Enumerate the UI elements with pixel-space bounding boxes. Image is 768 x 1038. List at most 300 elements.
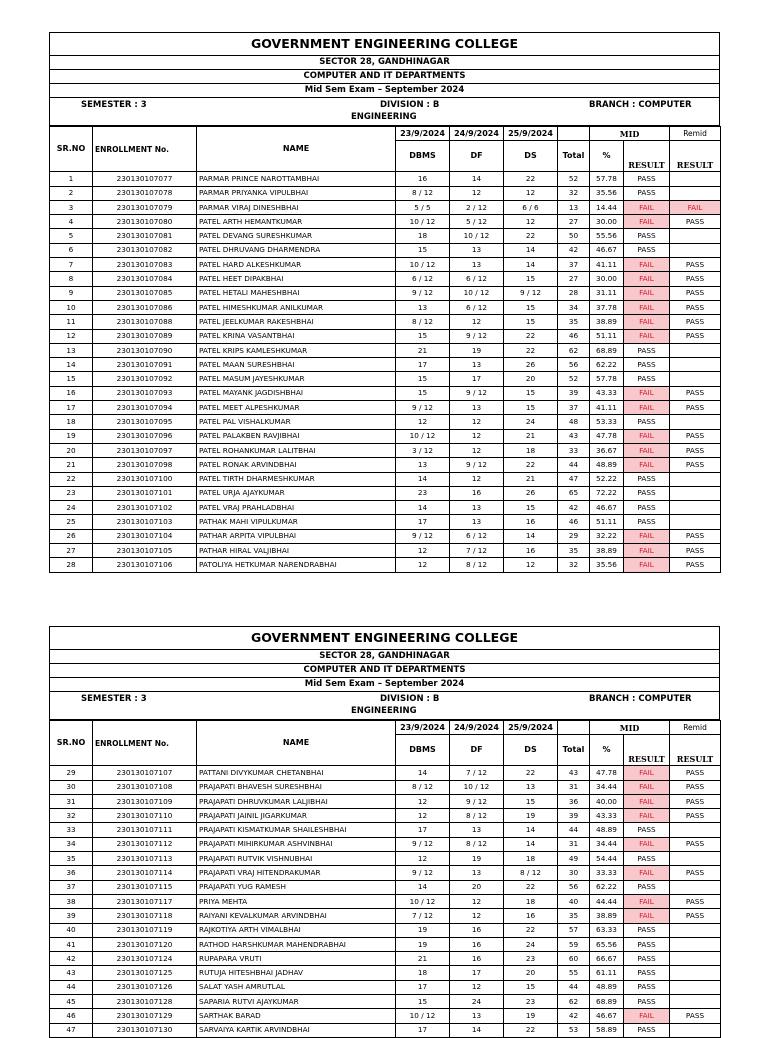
name-header: NAME <box>197 127 396 172</box>
sr-no-cell: 26 <box>50 529 93 543</box>
student-name-cell: PATEL DEVANG SURESHKUMAR <box>197 229 396 243</box>
enrollment-cell: 230130107104 <box>93 529 197 543</box>
enrollment-cell: 230130107101 <box>93 486 197 500</box>
table-row <box>50 472 721 486</box>
student-name-cell: PATEL TIRTH DHARMESHKUMAR <box>197 472 396 486</box>
student-name-cell: PATEL HIMESHKUMAR ANILKUMAR <box>197 300 396 314</box>
table-row <box>50 443 721 457</box>
ds-mark-cell: 19 <box>504 809 558 823</box>
total-cell: 42 <box>558 1009 590 1023</box>
sr-no-cell: 43 <box>50 966 93 980</box>
enrollment-cell: 230130107107 <box>93 766 197 780</box>
df-header: DF <box>450 141 504 172</box>
percent-header: % <box>590 141 624 172</box>
df-mark-cell: 8 / 12 <box>450 837 504 851</box>
enrollment-cell: 230130107130 <box>93 1023 197 1037</box>
ds-mark-cell: 15 <box>504 794 558 808</box>
result-cell: FAIL <box>624 200 670 214</box>
enrollment-cell: 230130107115 <box>93 880 197 894</box>
ds-mark-cell: 18 <box>504 852 558 866</box>
total-cell: 44 <box>558 980 590 994</box>
percent-cell: 48.89 <box>590 823 624 837</box>
remid-result-cell <box>670 980 721 994</box>
results-body <box>50 766 721 1038</box>
total-cell: 32 <box>558 558 590 572</box>
ds-header: DS <box>504 735 558 766</box>
branch-label: BRANCH : COMPUTER <box>589 100 692 110</box>
ds-mark-cell: 22 <box>504 329 558 343</box>
student-name-cell: PATHAR HIRAL VALJIBHAI <box>197 544 396 558</box>
ds-mark-cell: 21 <box>504 472 558 486</box>
result-cell: PASS <box>624 486 670 500</box>
percent-cell: 41.11 <box>590 258 624 272</box>
total-cell: 42 <box>558 243 590 257</box>
dbms-mark-cell: 15 <box>396 386 450 400</box>
student-name-cell: PRAJAPATI JAINIL JIGARKUMAR <box>197 809 396 823</box>
result-header: RESULT <box>624 735 670 766</box>
dbms-mark-cell: 15 <box>396 243 450 257</box>
ds-header: DS <box>504 141 558 172</box>
sr-no-cell: 29 <box>50 766 93 780</box>
remid-result-cell <box>670 372 721 386</box>
dbms-mark-cell: 15 <box>396 372 450 386</box>
dbms-mark-cell: 8 / 12 <box>396 186 450 200</box>
df-mark-cell: 9 / 12 <box>450 794 504 808</box>
remid-result-cell: PASS <box>670 794 721 808</box>
total-cell: 39 <box>558 386 590 400</box>
df-mark-cell: 12 <box>450 980 504 994</box>
result-cell: FAIL <box>624 258 670 272</box>
df-mark-cell: 13 <box>450 258 504 272</box>
total-header: Total <box>558 141 590 172</box>
student-name-cell: PATEL KRIPS KAMLESHKUMAR <box>197 343 396 357</box>
df-mark-cell: 13 <box>450 866 504 880</box>
ds-mark-cell: 16 <box>504 544 558 558</box>
percent-cell: 43.33 <box>590 386 624 400</box>
dbms-mark-cell: 12 <box>396 809 450 823</box>
percent-cell: 55.56 <box>590 229 624 243</box>
engineering-label: ENGINEERING <box>351 706 417 716</box>
sr-no-cell: 42 <box>50 952 93 966</box>
enrollment-cell: 230130107081 <box>93 229 197 243</box>
dbms-mark-cell: 14 <box>396 880 450 894</box>
sr-no-cell: 30 <box>50 780 93 794</box>
percent-cell: 43.33 <box>590 809 624 823</box>
total-cell: 52 <box>558 172 590 186</box>
remid-result-cell <box>670 186 721 200</box>
sr-no-cell: 25 <box>50 515 93 529</box>
ds-mark-cell: 24 <box>504 937 558 951</box>
enrollment-cell: 230130107103 <box>93 515 197 529</box>
result-cell: PASS <box>624 415 670 429</box>
ds-mark-cell: 20 <box>504 372 558 386</box>
df-mark-cell: 14 <box>450 172 504 186</box>
remid-header: Remid <box>670 127 721 141</box>
ds-mark-cell: 18 <box>504 443 558 457</box>
result-cell: PASS <box>624 358 670 372</box>
total-cell: 29 <box>558 529 590 543</box>
dbms-mark-cell: 12 <box>396 544 450 558</box>
enrollment-cell: 230130107129 <box>93 1009 197 1023</box>
percent-cell: 52.22 <box>590 472 624 486</box>
remid-result-cell <box>670 486 721 500</box>
college-location: SECTOR 28, GANDHINAGAR <box>50 650 719 664</box>
ds-mark-cell: 22 <box>504 923 558 937</box>
student-name-cell: PATEL MASUM JAYESHKUMAR <box>197 372 396 386</box>
dbms-mark-cell: 8 / 12 <box>396 780 450 794</box>
total-cell: 34 <box>558 300 590 314</box>
total-cell: 35 <box>558 909 590 923</box>
table-row <box>50 200 721 214</box>
percent-header: % <box>590 735 624 766</box>
table-row <box>50 215 721 229</box>
remid-result-cell: PASS <box>670 837 721 851</box>
percent-cell: 54.44 <box>590 852 624 866</box>
ds-mark-cell: 15 <box>504 980 558 994</box>
srno-header: SR.NO <box>50 721 93 766</box>
enrollment-cell: 230130107090 <box>93 343 197 357</box>
total-cell: 43 <box>558 766 590 780</box>
remid-result-cell: PASS <box>670 386 721 400</box>
ds-mark-cell: 15 <box>504 315 558 329</box>
table-row <box>50 258 721 272</box>
enrollment-cell: 230130107106 <box>93 558 197 572</box>
result-cell: FAIL <box>624 766 670 780</box>
departments-line: COMPUTER AND IT DEPARTMENTS <box>50 70 719 84</box>
table-row <box>50 300 721 314</box>
enrollment-cell: 230130107086 <box>93 300 197 314</box>
enrollment-cell: 230130107117 <box>93 894 197 908</box>
sr-no-cell: 24 <box>50 501 93 515</box>
sr-no-cell: 5 <box>50 229 93 243</box>
result-cell: PASS <box>624 243 670 257</box>
df-mark-cell: 13 <box>450 1009 504 1023</box>
df-mark-cell: 16 <box>450 952 504 966</box>
sheet-header <box>49 32 720 127</box>
sr-no-cell: 41 <box>50 937 93 951</box>
percent-cell: 57.78 <box>590 172 624 186</box>
percent-cell: 34.44 <box>590 780 624 794</box>
enrollment-cell: 230130107112 <box>93 837 197 851</box>
remid-result-cell <box>670 358 721 372</box>
percent-cell: 41.11 <box>590 401 624 415</box>
dbms-mark-cell: 17 <box>396 515 450 529</box>
remid-result-cell <box>670 472 721 486</box>
df-mark-cell: 8 / 12 <box>450 558 504 572</box>
dbms-mark-cell: 17 <box>396 358 450 372</box>
total-cell: 65 <box>558 486 590 500</box>
student-name-cell: PATEL HEET DIPAKBHAI <box>197 272 396 286</box>
df-mark-cell: 7 / 12 <box>450 766 504 780</box>
df-mark-cell: 20 <box>450 880 504 894</box>
table-row <box>50 766 721 780</box>
table-row <box>50 501 721 515</box>
sr-no-cell: 44 <box>50 980 93 994</box>
student-name-cell: PRAJAPATI BHAVESH SURESHBHAI <box>197 780 396 794</box>
percent-cell: 46.67 <box>590 1009 624 1023</box>
result-cell: PASS <box>624 501 670 515</box>
table-row <box>50 529 721 543</box>
df-mark-cell: 7 / 12 <box>450 544 504 558</box>
table-row <box>50 515 721 529</box>
table-row <box>50 995 721 1009</box>
ds-mark-cell: 22 <box>504 172 558 186</box>
percent-cell: 58.89 <box>590 1023 624 1037</box>
total-cell: 44 <box>558 458 590 472</box>
enrollment-cell: 230130107095 <box>93 415 197 429</box>
table-row <box>50 952 721 966</box>
percent-cell: 51.11 <box>590 329 624 343</box>
total-header: Total <box>558 735 590 766</box>
table-row <box>50 486 721 500</box>
enrollment-cell: 230130107100 <box>93 472 197 486</box>
dbms-header: DBMS <box>396 141 450 172</box>
percent-cell: 30.00 <box>590 272 624 286</box>
ds-mark-cell: 9 / 12 <box>504 286 558 300</box>
percent-cell: 48.89 <box>590 980 624 994</box>
sr-no-cell: 23 <box>50 486 93 500</box>
enrollment-cell: 230130107111 <box>93 823 197 837</box>
total-cell: 43 <box>558 429 590 443</box>
result-cell: FAIL <box>624 809 670 823</box>
remid-result-cell <box>670 952 721 966</box>
df-mark-cell: 10 / 12 <box>450 286 504 300</box>
sr-no-cell: 17 <box>50 401 93 415</box>
sr-no-cell: 38 <box>50 894 93 908</box>
dbms-mark-cell: 13 <box>396 300 450 314</box>
sr-no-cell: 35 <box>50 852 93 866</box>
total-cell: 56 <box>558 358 590 372</box>
sr-no-cell: 28 <box>50 558 93 572</box>
student-name-cell: SAPARIA RUTVI AJAYKUMAR <box>197 995 396 1009</box>
ds-mark-cell: 22 <box>504 766 558 780</box>
remid-result-cell: PASS <box>670 401 721 415</box>
student-name-cell: PRAJAPATI RUTVIK VISHNUBHAI <box>197 852 396 866</box>
percent-cell: 62.22 <box>590 880 624 894</box>
total-cell: 28 <box>558 286 590 300</box>
total-cell: 32 <box>558 186 590 200</box>
total-cell: 53 <box>558 1023 590 1037</box>
enrollment-header: ENROLLMENT No. <box>93 127 197 172</box>
df-mark-cell: 13 <box>450 358 504 372</box>
total-cell: 46 <box>558 515 590 529</box>
df-mark-cell: 10 / 12 <box>450 780 504 794</box>
ds-mark-cell: 21 <box>504 429 558 443</box>
sr-no-cell: 9 <box>50 286 93 300</box>
ds-mark-cell: 13 <box>504 780 558 794</box>
remid-result-cell: PASS <box>670 215 721 229</box>
df-mark-cell: 16 <box>450 923 504 937</box>
enrollment-cell: 230130107113 <box>93 852 197 866</box>
dbms-mark-cell: 10 / 12 <box>396 1009 450 1023</box>
table-row <box>50 458 721 472</box>
total-cell: 59 <box>558 937 590 951</box>
semester-label: SEMESTER : 3 <box>81 100 147 110</box>
percent-cell: 63.33 <box>590 923 624 937</box>
total-cell: 46 <box>558 329 590 343</box>
sr-no-cell: 15 <box>50 372 93 386</box>
dbms-mark-cell: 8 / 12 <box>396 315 450 329</box>
df-mark-cell: 17 <box>450 966 504 980</box>
enrollment-cell: 230130107110 <box>93 809 197 823</box>
ds-date: 25/9/2024 <box>504 127 558 141</box>
sr-no-cell: 10 <box>50 300 93 314</box>
ds-mark-cell: 15 <box>504 272 558 286</box>
sr-no-cell: 2 <box>50 186 93 200</box>
remid-result-cell <box>670 501 721 515</box>
enrollment-cell: 230130107097 <box>93 443 197 457</box>
enrollment-cell: 230130107128 <box>93 995 197 1009</box>
df-mark-cell: 12 <box>450 909 504 923</box>
table-row <box>50 415 721 429</box>
enrollment-cell: 230130107083 <box>93 258 197 272</box>
total-cell: 52 <box>558 372 590 386</box>
enrollment-cell: 230130107084 <box>93 272 197 286</box>
ds-date: 25/9/2024 <box>504 721 558 735</box>
percent-cell: 51.11 <box>590 515 624 529</box>
df-date: 24/9/2024 <box>450 127 504 141</box>
df-mark-cell: 10 / 12 <box>450 229 504 243</box>
table-row <box>50 343 721 357</box>
remid-result-cell: FAIL <box>670 200 721 214</box>
remid-result-cell <box>670 1023 721 1037</box>
ds-mark-cell: 6 / 6 <box>504 200 558 214</box>
result-cell: PASS <box>624 172 670 186</box>
total-cell: 33 <box>558 443 590 457</box>
ds-mark-cell: 22 <box>504 343 558 357</box>
percent-cell: 35.56 <box>590 186 624 200</box>
student-name-cell: PRAJAPATI VRAJ HITENDRAKUMAR <box>197 866 396 880</box>
percent-cell: 46.67 <box>590 501 624 515</box>
df-mark-cell: 19 <box>450 343 504 357</box>
result-cell: FAIL <box>624 558 670 572</box>
ds-mark-cell: 22 <box>504 1023 558 1037</box>
df-mark-cell: 12 <box>450 443 504 457</box>
student-name-cell: PRAJAPATI MIHIRKUMAR ASHVINBHAI <box>197 837 396 851</box>
percent-cell: 31.11 <box>590 286 624 300</box>
df-mark-cell: 8 / 12 <box>450 809 504 823</box>
result-cell: FAIL <box>624 529 670 543</box>
ds-mark-cell: 22 <box>504 229 558 243</box>
mid-header: MID <box>590 721 670 735</box>
ds-mark-cell: 20 <box>504 966 558 980</box>
total-cell: 48 <box>558 415 590 429</box>
enrollment-cell: 230130107094 <box>93 401 197 415</box>
enrollment-cell: 230130107120 <box>93 937 197 951</box>
df-mark-cell: 13 <box>450 501 504 515</box>
remid-result-cell: PASS <box>670 329 721 343</box>
student-name-cell: SALAT YASH AMRUTLAL <box>197 980 396 994</box>
dbms-mark-cell: 10 / 12 <box>396 429 450 443</box>
ds-mark-cell: 15 <box>504 386 558 400</box>
table-row <box>50 823 721 837</box>
total-cell: 39 <box>558 809 590 823</box>
remid-result-cell: PASS <box>670 429 721 443</box>
result-cell: FAIL <box>624 544 670 558</box>
ds-mark-cell: 16 <box>504 909 558 923</box>
remid-result-cell: PASS <box>670 909 721 923</box>
remid-result-header: RESULT <box>670 735 721 766</box>
ds-mark-cell: 16 <box>504 515 558 529</box>
srno-header: SR.NO <box>50 127 93 172</box>
enrollment-cell: 230130107118 <box>93 909 197 923</box>
result-cell: PASS <box>624 880 670 894</box>
student-name-cell: PATEL URJA AJAYKUMAR <box>197 486 396 500</box>
enrollment-cell: 230130107125 <box>93 966 197 980</box>
percent-cell: 72.22 <box>590 486 624 500</box>
result-cell: PASS <box>624 515 670 529</box>
total-cell: 57 <box>558 923 590 937</box>
remid-header: Remid <box>670 721 721 735</box>
total-cell: 47 <box>558 472 590 486</box>
college-location: SECTOR 28, GANDHINAGAR <box>50 56 719 70</box>
result-sheet-1 <box>49 32 720 573</box>
dbms-mark-cell: 18 <box>396 229 450 243</box>
mid-header: MID <box>590 127 670 141</box>
remid-result-cell: PASS <box>670 766 721 780</box>
df-mark-cell: 24 <box>450 995 504 1009</box>
df-mark-cell: 13 <box>450 401 504 415</box>
dbms-mark-cell: 12 <box>396 794 450 808</box>
result-cell: FAIL <box>624 429 670 443</box>
student-name-cell: PATEL JEELKUMAR RAKESHBHAI <box>197 315 396 329</box>
total-cell: 36 <box>558 794 590 808</box>
df-mark-cell: 9 / 12 <box>450 458 504 472</box>
remid-result-cell: PASS <box>670 780 721 794</box>
table-row <box>50 837 721 851</box>
engineering-label: ENGINEERING <box>351 112 417 122</box>
table-row <box>50 286 721 300</box>
remid-result-cell: PASS <box>670 443 721 457</box>
student-name-cell: PATOLIYA HETKUMAR NARENDRABHAI <box>197 558 396 572</box>
student-name-cell: PATEL KRINA VASANTBHAI <box>197 329 396 343</box>
total-cell: 40 <box>558 894 590 908</box>
dbms-mark-cell: 10 / 12 <box>396 258 450 272</box>
remid-result-cell: PASS <box>670 1009 721 1023</box>
student-name-cell: PATEL VRAJ PRAHLADBHAI <box>197 501 396 515</box>
percent-cell: 68.89 <box>590 995 624 1009</box>
dbms-mark-cell: 14 <box>396 766 450 780</box>
table-row <box>50 386 721 400</box>
remid-result-cell: PASS <box>670 300 721 314</box>
result-sheet-2 <box>49 626 720 1038</box>
dbms-header: DBMS <box>396 735 450 766</box>
ds-mark-cell: 24 <box>504 415 558 429</box>
sr-no-cell: 16 <box>50 386 93 400</box>
percent-cell: 14.44 <box>590 200 624 214</box>
dbms-mark-cell: 13 <box>396 458 450 472</box>
df-mark-cell: 19 <box>450 852 504 866</box>
total-date-blank <box>558 127 590 141</box>
df-mark-cell: 9 / 12 <box>450 329 504 343</box>
enrollment-cell: 230130107088 <box>93 315 197 329</box>
sr-no-cell: 34 <box>50 837 93 851</box>
dbms-mark-cell: 10 / 12 <box>396 894 450 908</box>
ds-mark-cell: 15 <box>504 300 558 314</box>
total-date-blank <box>558 721 590 735</box>
ds-mark-cell: 18 <box>504 894 558 908</box>
table-row <box>50 1023 721 1037</box>
enrollment-cell: 230130107109 <box>93 794 197 808</box>
sr-no-cell: 12 <box>50 329 93 343</box>
sr-no-cell: 47 <box>50 1023 93 1037</box>
remid-result-cell <box>670 415 721 429</box>
percent-cell: 38.89 <box>590 544 624 558</box>
semester-label: SEMESTER : 3 <box>81 694 147 704</box>
sr-no-cell: 7 <box>50 258 93 272</box>
student-name-cell: RAJKOTIYA ARTH VIMALBHAI <box>197 923 396 937</box>
remid-result-cell: PASS <box>670 544 721 558</box>
